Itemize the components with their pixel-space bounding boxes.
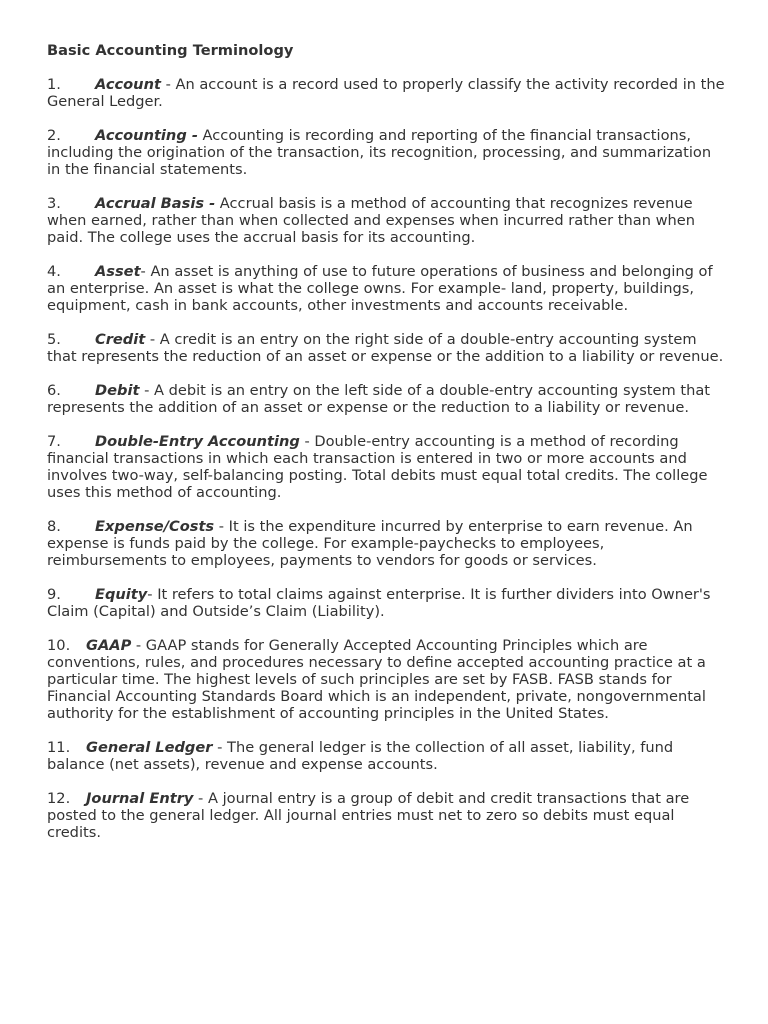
term-entry-accrual-basis <box>47 195 727 246</box>
entry-number: 4. <box>47 263 61 280</box>
term-definition: - An account is a record used to properly classify the activity recorded in the General Ledger. <box>47 76 725 110</box>
term-definition: Accounting is recording and reporting of the financial transactions, including the origination of the transaction, its recognition, processing, and summarization in the financial statements. <box>47 127 712 178</box>
term-name: Account <box>95 76 161 93</box>
term-name: Journal Entry <box>86 790 194 807</box>
term-definition: - A credit is an entry on the right side of a double-entry accounting system that represents the reduction of an asset or expense or the addition to a liability or revenue. <box>47 331 724 365</box>
term-definition: - An asset is anything of use to future operations of business and belonging of an enterprise. An asset is what the college owns. For example- land, property, buildings, equipment, cash in bank accounts, other investments and accounts receivable. <box>47 263 713 314</box>
term-name: Debit <box>95 382 140 399</box>
term-name: Accrual Basis - <box>95 195 216 212</box>
term-definition: Accrual basis is a method of accounting that recognizes revenue when earned, rather than when collected and expenses when incurred rather than when paid. The college uses the accrual basis for its accounting. <box>47 195 695 246</box>
term-entry-journal-entry <box>47 790 727 841</box>
term-name: Asset <box>95 263 141 280</box>
entry-number: 12. <box>47 790 71 807</box>
entry-number: 2. <box>47 127 61 144</box>
term-entry-equity <box>47 586 727 620</box>
entry-number: 7. <box>47 433 61 450</box>
term-name: General Ledger <box>86 739 213 756</box>
term-entry-accounting <box>47 127 727 178</box>
entry-number: 3. <box>47 195 61 212</box>
term-name: Double-Entry Accounting <box>95 433 300 450</box>
entry-number: 6. <box>47 382 61 399</box>
term-entry-credit <box>47 331 727 365</box>
term-definition: - It refers to total claims against enterprise. It is further dividers into Owner's Claim (Capital) and Outside’s Claim (Liability). <box>47 586 711 620</box>
entry-number: 10. <box>47 637 71 654</box>
term-definition: - GAAP stands for Generally Accepted Accounting Principles which are conventions, rules, and procedures necessary to define accepted accounting practice at a particular time. The highest levels of such principles are set by FASB. FASB stands for Financial Accounting Standards Board which is an independent, private, nongovernmental authority for the establishment of accounting principles in the United States. <box>47 637 706 722</box>
term-definition: - Double-entry accounting is a method of recording financial transactions in which each transaction is entered in two or more accounts and involves two-way, self-balancing posting. Total debits must equal total credits. The college uses this method of accounting. <box>47 433 708 501</box>
term-name: Expense/Costs <box>95 518 215 535</box>
term-entry-asset <box>47 263 727 314</box>
term-definition: - A debit is an entry on the left side of a double-entry accounting system that represents the addition of an asset or expense or the reduction to a liability or revenue. <box>47 382 710 416</box>
entry-number: 8. <box>47 518 61 535</box>
term-definition: - A journal entry is a group of debit and credit transactions that are posted to the general ledger. All journal entries must net to zero so debits must equal credits. <box>47 790 690 841</box>
term-definition: - It is the expenditure incurred by enterprise to earn revenue. An expense is funds paid by the college. For example-paychecks to employees, reimbursements to employees, payments to vendors for goods or services. <box>47 518 693 569</box>
term-name: Equity <box>95 586 148 603</box>
document-page <box>47 42 727 841</box>
term-entry-gaap <box>47 637 727 722</box>
document-title: Basic Accounting Terminology <box>47 42 294 59</box>
term-definition: - The general ledger is the collection of all asset, liability, fund balance (net assets), revenue and expense accounts. <box>47 739 674 773</box>
entry-number: 5. <box>47 331 61 348</box>
term-name: Credit <box>95 331 146 348</box>
term-entry-general-ledger <box>47 739 727 773</box>
entry-number: 9. <box>47 586 61 603</box>
term-name: Accounting - <box>95 127 198 144</box>
term-entry-account <box>47 76 727 110</box>
term-entry-debit <box>47 382 727 416</box>
terminology-list <box>47 76 727 841</box>
entry-number: 11. <box>47 739 71 756</box>
entry-number: 1. <box>47 76 61 93</box>
term-entry-double-entry-accounting <box>47 433 727 501</box>
term-entry-expense-costs <box>47 518 727 569</box>
term-name: GAAP <box>86 637 132 654</box>
